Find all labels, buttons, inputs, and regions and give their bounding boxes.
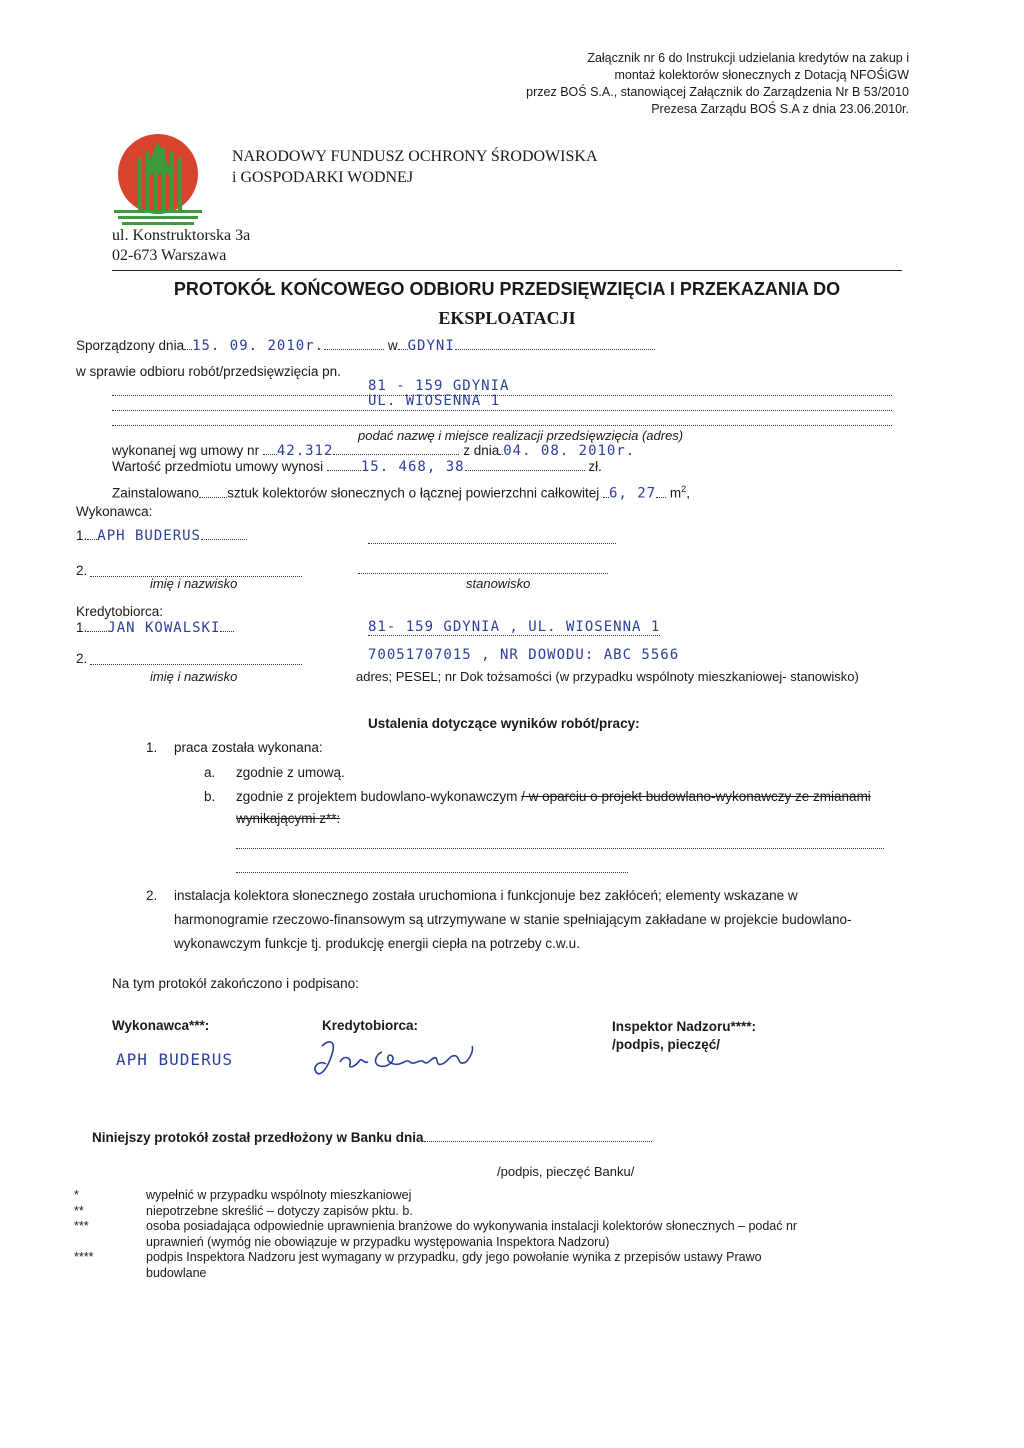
findings-p2-line-3: wykonawczym funkcje tj. produkcję energii ciepła na potrzeby c.w.u. bbox=[174, 936, 580, 951]
findings-p1-text: praca została wykonana: bbox=[174, 740, 323, 755]
contractor-position-2 bbox=[358, 573, 608, 574]
installed-label: Zainstalowano bbox=[112, 485, 200, 501]
org-name-line-1: NARODOWY FUNDUSZ OCHRONY ŚRODOWISKA bbox=[232, 148, 598, 165]
borrower-num-1: 1. bbox=[76, 620, 88, 635]
prepared-date[interactable]: 15. 09. 2010r. bbox=[192, 338, 325, 354]
nfosigw-logo-icon bbox=[110, 130, 206, 230]
findings-a bbox=[204, 765, 345, 780]
findings-dotted-2 bbox=[236, 872, 628, 873]
findings-a-text: zgodnie z umową. bbox=[236, 765, 345, 780]
footnote-3-cont bbox=[74, 1235, 908, 1251]
document-title bbox=[112, 275, 902, 303]
closing-text: Na tym protokół zakończono i podpisano: bbox=[112, 976, 359, 991]
contractor-name-1[interactable]: APH BUDERUS bbox=[97, 528, 201, 544]
title-line-1-text: PROTOKÓŁ KOŃCOWEGO ODBIORU PRZEDSIĘWZIĘCIA I PRZEKAZANIA DO bbox=[173, 279, 841, 299]
annex-line-4: Prezesa Zarządu BOŚ S.A z dnia 23.06.2010r. bbox=[651, 102, 909, 116]
title-divider bbox=[112, 270, 902, 271]
footnote-1 bbox=[74, 1188, 908, 1204]
footnote-4-mark: **** bbox=[74, 1250, 94, 1264]
contract-label: wykonanej wg umowy nr bbox=[112, 443, 260, 458]
borrower-num-2: 2. bbox=[76, 651, 88, 666]
address-dotted-3 bbox=[112, 425, 892, 426]
footnote-3-cont-text: uprawnień (wymóg nie obowiązuje w przypadku występowania Inspektora Nadzoru) bbox=[146, 1234, 610, 1249]
area-value[interactable]: 6, 27 bbox=[609, 485, 657, 502]
footnote-3-text: osoba posiadająca odpowiednie uprawnienia branżowe do wykonywania instalacji kolektorów słonecznych – podać nr bbox=[146, 1219, 798, 1233]
footnote-2-text: niepotrzebne skreślić – dotyczy zapisów pktu. b. bbox=[146, 1203, 413, 1218]
title-line-1 bbox=[112, 275, 902, 303]
findings-p1 bbox=[146, 740, 323, 755]
address-hint: podać nazwę i miejsce realizacji przedsięwzięcia (adres) bbox=[358, 428, 684, 443]
findings-p2-line-1 bbox=[146, 884, 852, 908]
org-street: ul. Konstruktorska 3a bbox=[112, 227, 251, 244]
contractor-position-hint: stanowisko bbox=[466, 576, 531, 591]
findings-p2 bbox=[146, 884, 852, 956]
contractor-row-1 bbox=[76, 528, 247, 544]
address-dotted-2 bbox=[112, 410, 892, 411]
area-unit-sup: 2 bbox=[681, 484, 687, 494]
borrower-name-1[interactable]: JAN KOWALSKI bbox=[107, 620, 221, 636]
borrower-signature-icon bbox=[310, 1036, 490, 1084]
footnote-4-text: podpis Inspektora Nadzoru jest wymagany w przypadku, gdy jego powołanie wynika z przepisów ustawy Prawo bbox=[146, 1250, 762, 1264]
sig-borrower-label: Kredytobiorca: bbox=[322, 1018, 419, 1033]
contractor-name-hint: imię i nazwisko bbox=[150, 576, 238, 591]
place-value[interactable]: GDYNI bbox=[407, 338, 455, 354]
bank-sub: /podpis, pieczęć Banku/ bbox=[497, 1164, 635, 1179]
prepared-label: Sporządzony dnia bbox=[76, 338, 185, 353]
sig-inspector-label bbox=[612, 1018, 756, 1054]
annex-line-1: Załącznik nr 6 do Instrukcji udzielania kredytów na zakup i bbox=[587, 51, 909, 65]
findings-b bbox=[204, 789, 871, 804]
title-line-2: EKSPLOATACJI bbox=[438, 308, 576, 328]
bank-row bbox=[92, 1130, 652, 1145]
sig-inspector-sub: /podpis, pieczęć/ bbox=[612, 1037, 721, 1052]
sig-inspector-title: Inspektor Nadzoru****: bbox=[612, 1019, 757, 1034]
findings-dotted-1 bbox=[236, 848, 884, 849]
matter-label: w sprawie odbioru robót/przedsięwzięcia pn. bbox=[76, 364, 341, 379]
annex-line-3: przez BOŚ S.A., stanowiącej Załącznik do Zarządzenia Nr B 53/2010 bbox=[526, 85, 909, 99]
bank-label: Niniejszy protokół został przedłożony w Banku dnia bbox=[92, 1130, 424, 1145]
borrower-address[interactable]: 81- 159 GDYNIA , UL. WIOSENNA 1 bbox=[368, 619, 661, 635]
annex-header bbox=[526, 50, 909, 118]
footnote-2-mark: ** bbox=[74, 1203, 84, 1218]
footnote-3-mark: *** bbox=[74, 1219, 89, 1233]
footnote-1-text: wypełnić w przypadku wspólnoty mieszkaniowej bbox=[146, 1188, 412, 1202]
footnote-2 bbox=[74, 1204, 908, 1220]
installed-text: sztuk kolektorów słonecznych o łącznej powierzchni całkowitej bbox=[227, 485, 600, 501]
findings-p2-text-1: instalacja kolektora słonecznego została uruchomiona i funkcjonuje bez zakłóceń; elementy wskazane w bbox=[174, 888, 798, 903]
contractor-num-2: 2. bbox=[76, 563, 88, 578]
contract-value[interactable]: 15. 468, 38 bbox=[360, 459, 465, 475]
place-label: w bbox=[387, 338, 398, 353]
currency: zł. bbox=[588, 459, 602, 474]
contractor-label: Wykonawca: bbox=[76, 504, 153, 519]
findings-b-text: zgodnie z projektem budowlano-wykonawczym bbox=[236, 789, 518, 804]
contractor-num-1: 1. bbox=[76, 528, 88, 543]
installed-row: Zainstalowano sztuk kolektorów słonecznych o łącznej powierzchni całkowitej 6, 27 $m^2$, bbox=[112, 484, 690, 502]
findings-a-num: a. bbox=[204, 765, 216, 780]
findings-heading: Ustalenia dotyczące wyników robót/pracy: bbox=[368, 716, 640, 731]
findings-b-struck-1: / w oparciu o projekt budowlano-wykonawczy ze zmianami bbox=[521, 789, 871, 804]
footnote-3-cont-mark bbox=[74, 1235, 146, 1251]
findings-b-num: b. bbox=[204, 789, 216, 804]
findings-b-struck-2: wynikającymi z**: bbox=[236, 811, 341, 826]
footnote-4-cont-text: budowlane bbox=[146, 1265, 207, 1280]
footnote-3 bbox=[74, 1219, 908, 1235]
contract-date-label: z dnia bbox=[463, 443, 500, 458]
footnotes bbox=[74, 1182, 908, 1281]
contractor-position-1 bbox=[368, 543, 616, 544]
org-city: 02-673 Warszawa bbox=[112, 247, 227, 264]
findings-p2-num: 2. bbox=[146, 888, 158, 903]
prepared-row bbox=[76, 338, 655, 354]
borrower-name-hint: imię i nazwisko bbox=[150, 669, 238, 684]
org-name-line-2: i GOSPODARKI WODNEJ bbox=[232, 169, 414, 186]
address-line-1[interactable]: 81 - 159 GDYNIA bbox=[368, 378, 510, 394]
sig-contractor-label: Wykonawca***: bbox=[112, 1018, 210, 1033]
footnote-4 bbox=[74, 1250, 908, 1266]
findings-p2-line-2: harmonogramie rzeczowo-finansowym są utrzymywane w stanie spełniającym zakładane w projekcie budowlano- bbox=[174, 912, 852, 927]
address-line-2[interactable]: UL. WIOSENNA 1 bbox=[368, 393, 501, 409]
contract-number[interactable]: 42.312 bbox=[276, 443, 334, 459]
findings-p1-num: 1. bbox=[146, 740, 158, 755]
borrower-hint: adres; PESEL; nr Dok tożsamości (w przypadku wspólnoty mieszkaniowej- stanowisko) bbox=[356, 669, 859, 684]
borrower-name-2 bbox=[90, 664, 302, 665]
area-unit: m bbox=[669, 485, 682, 501]
annex-line-2: montaż kolektorów słonecznych z Dotacją NFOŚiGW bbox=[614, 68, 909, 82]
borrower-pesel[interactable]: 70051707015 , NR DOWODU: ABC 5566 bbox=[368, 647, 680, 663]
value-label: Wartość przedmiotu umowy wynosi bbox=[112, 459, 324, 474]
contract-row bbox=[112, 443, 635, 459]
org-address bbox=[112, 226, 250, 266]
footnote-4-cont bbox=[74, 1266, 908, 1282]
org-name bbox=[232, 146, 598, 188]
value-row bbox=[112, 459, 602, 475]
footnote-4-cont-mark bbox=[74, 1266, 146, 1282]
borrower-label: Kredytobiorca: bbox=[76, 604, 164, 619]
contractor-stamp: APH BUDERUS bbox=[116, 1050, 233, 1069]
footnote-1-mark: * bbox=[74, 1188, 79, 1202]
contract-date[interactable]: 04. 08. 2010r. bbox=[503, 443, 636, 459]
borrower-row-1 bbox=[76, 620, 234, 636]
address-dotted-1 bbox=[112, 395, 892, 396]
